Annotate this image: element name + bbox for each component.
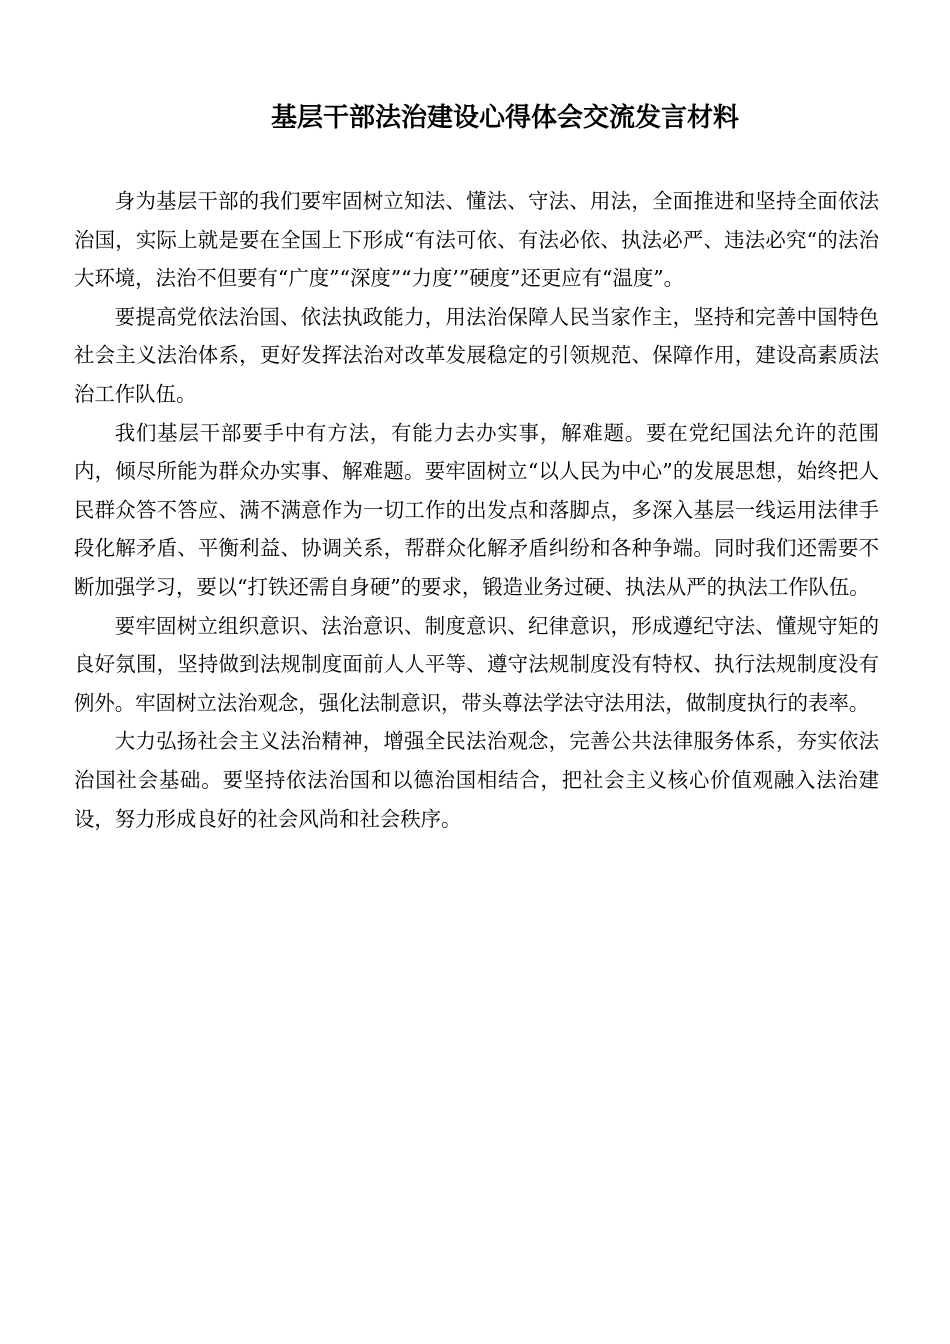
paragraph-4: 要牢固树立组织意识、法治意识、制度意识、纪律意识，形成遵纪守法、懂规守矩的良好氛围，坚持做到法规制度面前人人平等、遵守法规制度没有特权、执行法规制度没有例外。牢固树立法治观念，强化法制意识，带头尊法学法守法用法，做制度执行的表率。 — [74, 613, 879, 715]
paragraph-5: 大力弘扬社会主义法治精神，增强全民法治观念，完善公共法律服务体系，夯实依法治国社会基础。要坚持依法治国和以德治国相结合，把社会主义核心价值观融入法治建设，努力形成良好的社会风尚和社会秩序。 — [74, 729, 879, 831]
paragraph-3: 我们基层干部要手中有方法，有能力去办实事，解难题。要在党纪国法允许的范围内，倾尽所能为群众办实事、解难题。要牢固树立“以人民为中心”的发展思想，始终把人民群众答不答应、满不满意作为一切工作的出发点和落脚点，多深入基层一线运用法律手段化解矛盾、平衡利益、协调关系，帮群众化解矛盾纠纷和各种争端。同时我们还需要不断加强学习，要以“打铁还需自身硬”的要求，锻造业务过硬、执法从严的执法工作队伍。 — [74, 420, 879, 599]
paragraph-2: 要提高党依法治国、依法执政能力，用法治保障人民当家作主，坚持和完善中国特色社会主义法治体系，更好发挥法治对改革发展稳定的引领规范、保障作用，建设高素质法治工作队伍。 — [74, 304, 879, 406]
paragraph-1: 身为基层干部的我们要牢固树立知法、懂法、守法、用法，全面推进和坚持全面依法治国，实际上就是要在全国上下形成“有法可依、有法必依、执法必严、违法必究“的法治大环境，法治不但要有“广度”“深度”“力度’”硬度”还更应有“温度”。 — [74, 189, 879, 291]
document-title: 基层干部法治建设心得体会交流发言材料 — [270, 103, 739, 133]
document-body — [74, 182, 879, 838]
